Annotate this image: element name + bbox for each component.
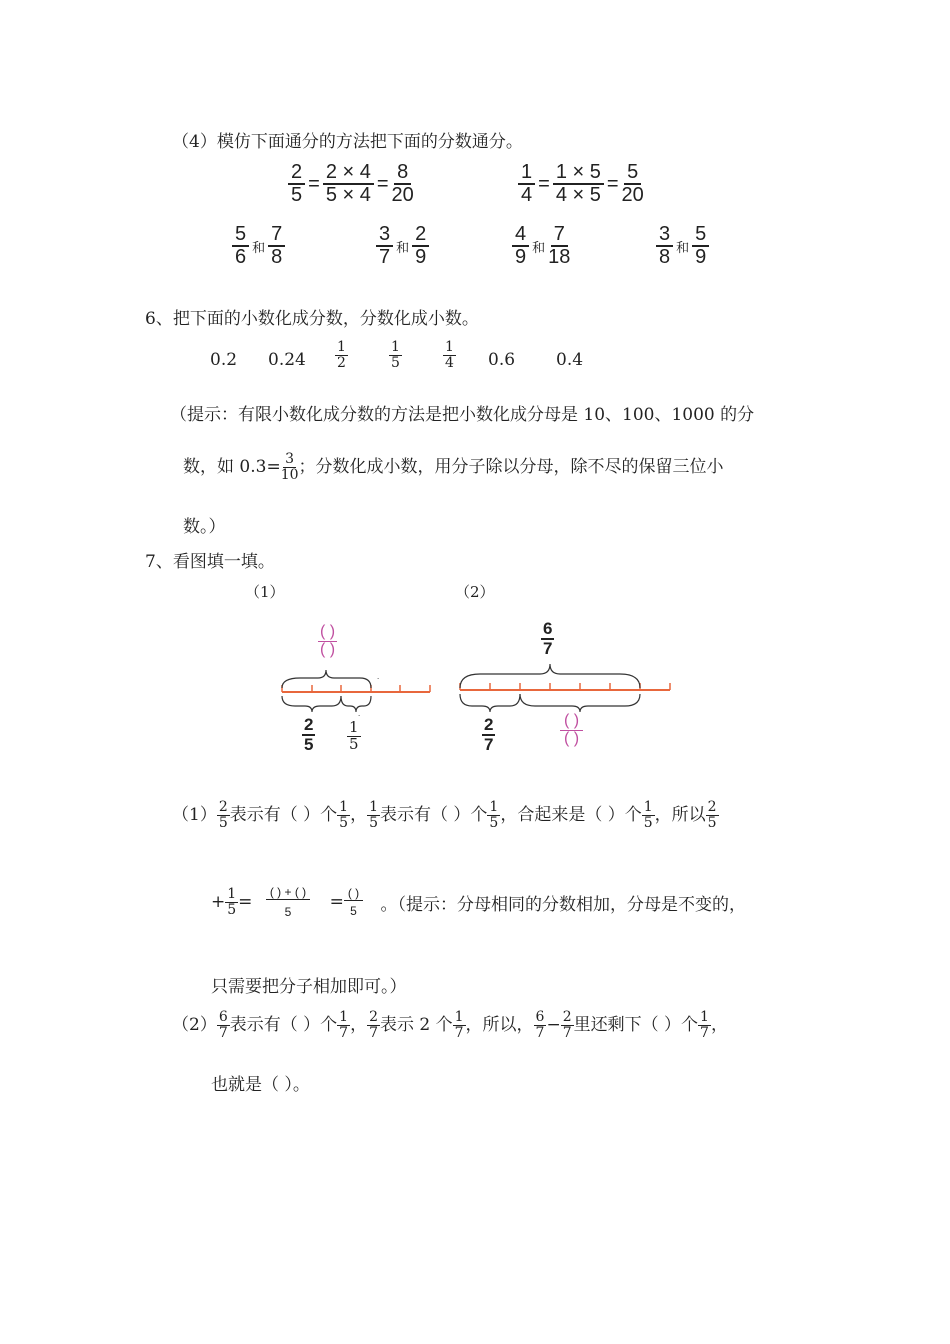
number-line-2-ticks [460, 683, 670, 690]
brace-bottom-2b [520, 694, 640, 712]
q6-item-0.2: 0.2 [210, 350, 238, 370]
q6-hint-line1: （提示：有限小数化成分数的方法是把小数化成分母是 10、100、1000 的分 [170, 405, 755, 425]
q4-example-1: $\frac{2}{5}$ = $\frac{2 \times 4}{5 \times 4}$ = $\frac{8}{20}$ [288, 162, 414, 206]
diagram1-top-blank: $\frac{( )}{( )}$ [320, 623, 336, 658]
q6-item-0.6: 0.6 [488, 350, 516, 370]
q4-pair-4: $\frac{3}{8}$ 和 $\frac{5}{9}$ [656, 224, 709, 268]
brace-bottom-1a [282, 696, 341, 712]
diagram2-frac-2-7: $\frac{2}{7}$ [484, 715, 494, 754]
diagram2-frac-6-7: $\frac{6}{7}$ [543, 619, 553, 658]
q6-hint-line3: 数。） [183, 517, 226, 537]
q4-pair-2: $\frac{3}{7}$ 和 $\frac{2}{9}$ [376, 224, 429, 268]
q4-heading: （4）模仿下面通分的方法把下面的分数通分。 [172, 132, 523, 152]
q7-part1-line1: （1） $\frac{2}{5}$ 表示有（ ）个 $\frac{1}{5}$ ， $\frac{1}{5}$ 表示有（ ）个 $\frac{1}{5}$ ，合起来是（ ）个 $\frac{1}{5}$ ，所以 $\frac{2}{5}$ [172, 799, 717, 831]
q7-label-2: （2） [455, 583, 495, 601]
q7-part1-line2: + $\frac{1}{5}$ = $\frac{( ) + ( )}{5}$ = $\frac{( )}{5}$ 。（提示：分母相同的分数相加，分母是不变的， [211, 885, 747, 919]
q6-item-0.24: 0.24 [268, 350, 306, 370]
diagram1-frac-2-5: $\frac{2}{5}$ [304, 715, 314, 754]
number-line-1-ticks [282, 685, 430, 692]
q6-hint-line2: 数，如 0.3= $\frac{3}{10}$ ；分数化成小数，用分子除以分母，除不尽的保留三位小 [183, 451, 724, 483]
q4-pair-3: $\frac{4}{9}$ 和 $\frac{7}{18}$ [512, 224, 570, 268]
q4-example-2: $\frac{1}{4}$ = $\frac{1 \times 5}{4 \times 5}$ = $\frac{5}{20}$ [518, 162, 644, 206]
brace-bottom-2a [460, 694, 520, 712]
q7-part2-line2: 也就是（ ）。 [211, 1075, 310, 1095]
diagram1-frac-1-5: $\frac{1}{5}$ [349, 718, 359, 753]
q7-label-1: （1） [245, 583, 285, 601]
q7-heading: 7、看图填一填。 [145, 552, 275, 572]
q6-frac-1-5: $\frac{1}{5}$ [391, 339, 400, 371]
q6-item-0.4: 0.4 [556, 350, 584, 370]
q7-part1-hint-line2: 只需要把分子相加即可。） [211, 977, 407, 997]
q6-frac-1-4: $\frac{1}{4}$ [445, 339, 454, 371]
q4-pair-1: $\frac{5}{6}$ 和 $\frac{7}{8}$ [232, 224, 285, 268]
brace-top-1 [282, 670, 371, 688]
q7-part2-line1: （2） $\frac{6}{7}$ 表示有（ ）个 $\frac{1}{7}$ ， $\frac{2}{7}$ 表示 2 个 $\frac{1}{7}$ ，所以， $\frac{6}{7}$ − $\frac{2}{7}$ 里还剩下（ ）个 $\frac{1}{7}$ ， [172, 1009, 728, 1041]
svg-text:·: · [358, 712, 361, 720]
q6-heading: 6、把下面的小数化成分数，分数化成小数。 [145, 309, 479, 329]
diagram2-bottom-blank: $\frac{( )}{( )}$ [560, 713, 583, 748]
brace-bottom-1b [341, 696, 371, 712]
q6-frac-1-2: $\frac{1}{2}$ [337, 339, 346, 371]
svg-text:·: · [377, 675, 380, 683]
